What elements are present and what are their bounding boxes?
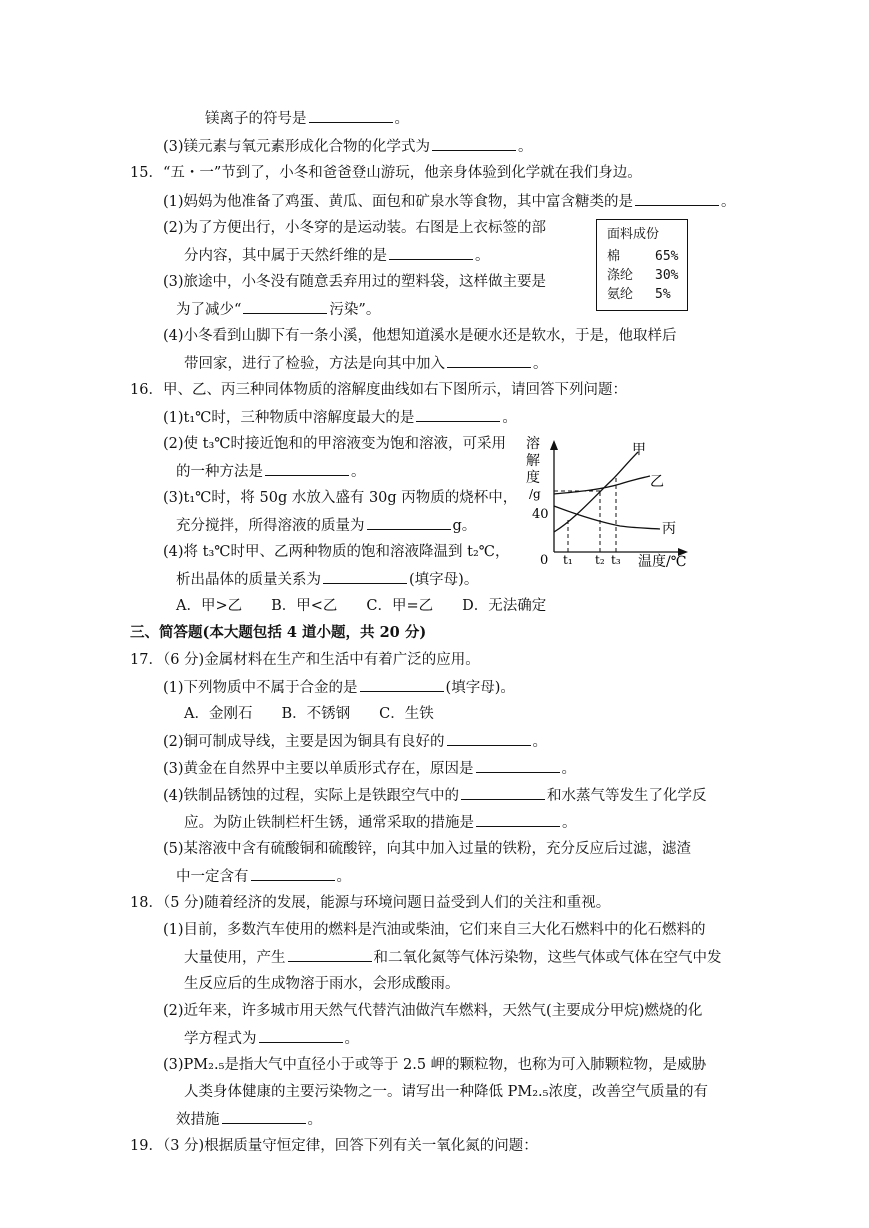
answer-blank[interactable]	[447, 353, 531, 368]
line-text: 大量使用，产生	[184, 950, 286, 966]
answer-blank[interactable]	[309, 108, 393, 123]
fabric-label-box	[596, 219, 688, 311]
line-after: 。	[351, 464, 366, 480]
line-text: A．甲>乙 B．甲<乙 C．甲=乙 D．无法确定	[176, 598, 547, 614]
answer-blank[interactable]	[416, 407, 500, 422]
q15-1	[163, 191, 736, 212]
q15-4a	[163, 326, 677, 346]
q18-1c	[184, 974, 460, 994]
line-after: (填字母)。	[409, 572, 479, 588]
q16-2b	[176, 461, 366, 482]
q17-options	[184, 704, 434, 724]
line-text: 应。为防止铁制栏杆生锈，通常采取的措施是	[184, 815, 474, 831]
answer-blank[interactable]	[476, 758, 560, 773]
line-1	[205, 108, 409, 129]
fabric-value: 30%	[655, 268, 679, 283]
line-text: (4)小冬看到山脚下有一条小溪，他想知道溪水是硬水还是软水，于是，他取样后	[163, 328, 677, 344]
series-label-bing: 丙	[662, 521, 676, 537]
answer-blank[interactable]	[222, 1109, 306, 1124]
q16-3b	[176, 515, 476, 536]
line-text: 中一定含有	[176, 869, 249, 885]
y-label-2: 解	[526, 453, 540, 469]
y-label-4: /g	[529, 487, 541, 501]
q18-3c	[176, 1109, 322, 1130]
x-tick-t3: t₃	[611, 553, 621, 567]
solubility-chart	[520, 434, 710, 574]
q17-5b	[176, 866, 351, 887]
q16-options	[176, 596, 546, 616]
q18-2b	[184, 1028, 359, 1049]
series-label-yi: 乙	[650, 474, 664, 490]
q17-3	[163, 758, 576, 779]
fabric-value: 65%	[655, 249, 679, 264]
answer-blank[interactable]	[265, 461, 349, 476]
line-after: 。	[336, 869, 351, 885]
line-after: 。	[394, 111, 409, 127]
x-tick-t1: t₁	[563, 553, 573, 567]
q17-stem	[130, 650, 480, 670]
line-after: 。	[518, 139, 533, 155]
line-after: 。	[533, 356, 548, 372]
y-label-1: 溶	[526, 436, 540, 452]
line-text: (1)目前，多数汽车使用的燃料是汽油或柴油，它们来自三大化石燃料中的化石燃料的	[163, 922, 706, 938]
line-text: 生反应后的生成物溶于雨水，会形成酸雨。	[184, 976, 460, 992]
q15-4b	[184, 353, 548, 374]
line-text: 效措施	[176, 1112, 220, 1128]
answer-blank[interactable]	[461, 785, 545, 800]
y-label-3: 度	[526, 470, 540, 486]
x-label: 温度/℃	[638, 554, 687, 570]
line-text: 分内容，其中属于天然纤维的是	[184, 248, 387, 264]
answer-blank[interactable]	[259, 1028, 343, 1043]
q15-3b	[176, 299, 380, 320]
line-text: 学方程式为	[184, 1031, 257, 1047]
fabric-title: 面料成份	[607, 227, 660, 242]
answer-blank[interactable]	[476, 812, 560, 827]
q17-4b	[184, 812, 577, 833]
line-after: (填字母)。	[445, 680, 515, 696]
q18-1b	[184, 947, 722, 968]
line-text: (3)PM₂.₅是指大气中直径小于或等于 2.5 岬的颗粒物，也称为可入肺颗粒物，是威胁	[163, 1057, 707, 1073]
line-text: 镁离子的符号是	[205, 111, 307, 127]
line-text: (3)旅途中，小冬没有随意丢弃用过的塑料袋，这样做主要是	[163, 274, 547, 290]
answer-blank[interactable]	[432, 136, 516, 151]
line-text: (2)铜可制成导线，主要是因为铜具有良好的	[163, 734, 445, 750]
line-text: (1)妈妈为他准备了鸡蛋、黄瓜、面包和矿泉水等食物，其中富含糖类的是	[163, 194, 634, 210]
line-text: (4)将 t₃℃时甲、乙两种物质的饱和溶液降温到 t₂℃，	[163, 544, 510, 560]
q19-stem	[130, 1136, 538, 1156]
line-text: 三、简答题(本大题包括 4 道小题，共 20 分)	[130, 624, 427, 641]
line-text: 18．（5 分)随着经济的发展，能源与环境问题日益受到人们的关注和重视。	[130, 895, 611, 911]
fabric-name: 氨纶	[607, 287, 634, 302]
line-after: g。	[452, 518, 477, 534]
line-text: (3)镁元素与氧元素形成化合物的化学式为	[163, 139, 431, 155]
line-text: 析出晶体的质量关系为	[176, 572, 321, 588]
q16-3a	[163, 488, 517, 508]
fabric-name: 涤纶	[607, 268, 634, 283]
x-tick-t2: t₂	[595, 553, 605, 567]
line-text: 充分搅拌，所得溶液的质量为	[176, 518, 365, 534]
line-2	[163, 136, 533, 157]
q18-1a	[163, 920, 706, 940]
q16-4a	[163, 542, 509, 562]
answer-blank[interactable]	[447, 731, 531, 746]
line-text: (3)黄金在自然界中主要以单质形式存在，原因是	[163, 761, 474, 777]
answer-blank[interactable]	[389, 245, 473, 260]
y-tick-label: 40	[532, 507, 549, 522]
answer-blank[interactable]	[251, 866, 335, 881]
q17-2	[163, 731, 547, 752]
line-after: 。	[561, 761, 577, 777]
q16-1	[163, 407, 517, 428]
line-text: 带回家，进行了检验，方法是向其中加入	[184, 356, 445, 372]
line-text: 的一种方法是	[176, 464, 263, 480]
line-text: 人类身体健康的主要污染物之一。请写出一种降低 PM₂.₅浓度，改善空气质量的有	[184, 1084, 708, 1100]
line-after: 。	[721, 194, 736, 210]
q18-3a	[163, 1055, 706, 1075]
line-after: 。	[532, 734, 548, 750]
line-after: 。	[475, 248, 490, 264]
line-text: (5)某溶液中含有硫酸铜和硫酸锌，向其中加入过量的铁粉，充分反应后过滤，滤渣	[163, 841, 692, 857]
fabric-value: 5%	[655, 287, 671, 302]
fabric-name: 棉	[607, 249, 621, 264]
answer-blank[interactable]	[367, 515, 451, 530]
q18-3b	[184, 1082, 708, 1102]
series-label-jia: 甲	[632, 442, 646, 458]
line-after: 和二氧化氮等气体污染物，这些气体或气体在空气中发	[373, 950, 722, 966]
answer-blank[interactable]	[323, 569, 407, 584]
q17-5a	[163, 839, 691, 859]
curve-bing	[554, 506, 660, 529]
line-text: (2)使 t₃℃时接近饱和的甲溶液变为饱和溶液，可采用	[163, 436, 507, 452]
q15-3a	[163, 272, 546, 292]
origin-label: 0	[540, 553, 549, 568]
answer-blank[interactable]	[360, 677, 444, 692]
q15-stem	[130, 163, 642, 183]
line-text: (1)下列物质中不属于合金的是	[163, 680, 358, 696]
line-after: 和水蒸气等发生了化学反	[547, 788, 707, 804]
line-after: 。	[562, 815, 577, 831]
line-text: (4)铁制品锈蚀的过程，实际上是铁跟空气中的	[163, 788, 460, 804]
q16-2a	[163, 434, 506, 454]
q17-4a	[163, 785, 707, 806]
line-after: 。	[344, 1031, 359, 1047]
q16-stem	[130, 380, 627, 400]
line-text: (2)为了方便出行，小冬穿的是运动装。右图是上衣标签的部	[163, 220, 547, 236]
line-text: 17．（6 分)金属材料在生产和生活中有着广泛的应用。	[130, 652, 480, 668]
q15-2a	[163, 218, 546, 238]
q17-1	[163, 677, 515, 698]
line-text: 19．（3 分)根据质量守恒定律，回答下列有关一氧化氮的问题：	[130, 1138, 538, 1154]
line-after: 污染”。	[329, 302, 381, 318]
line-after: 。	[307, 1112, 322, 1128]
line-text: 15．“五・一”节到了，小冬和爸爸登山游玩，他亲身体验到化学就在我们身边。	[130, 165, 642, 181]
q16-4b	[176, 569, 478, 590]
y-axis-arrow	[550, 440, 558, 450]
line-text: (1)t₁℃时，三种物质中溶解度最大的是	[163, 410, 415, 426]
line-text: (2)近年来，许多城市用天然气代替汽油做汽车燃料，天然气(主要成分甲烷)燃烧的化	[163, 1003, 703, 1019]
line-text: 为了减少“	[176, 302, 242, 318]
q18-2a	[163, 1001, 702, 1021]
answer-blank[interactable]	[288, 947, 372, 962]
line-text: A．金刚石 B．不锈钢 C．生铁	[184, 706, 434, 722]
answer-blank[interactable]	[635, 191, 719, 206]
line-text: 16．甲、乙、丙三种同体物质的溶解度曲线如右下图所示，请回答下列问题：	[130, 382, 627, 398]
section-heading	[130, 623, 426, 643]
q18-stem	[130, 893, 610, 913]
line-after: 。	[502, 410, 517, 426]
q15-2b	[184, 245, 490, 266]
answer-blank[interactable]	[243, 299, 327, 314]
line-text: (3)t₁℃时，将 50g 水放入盛有 30g 丙物质的烧杯中，	[163, 490, 518, 506]
